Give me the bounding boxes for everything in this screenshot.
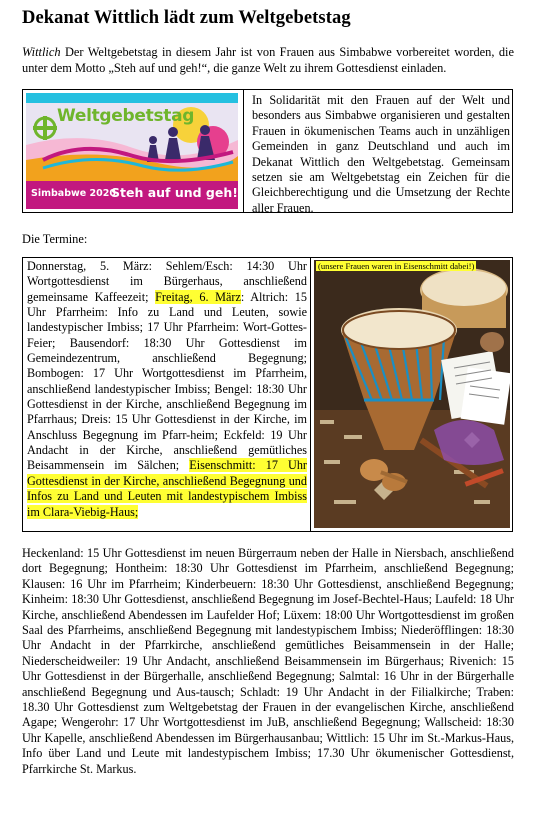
termine-heading: Die Termine: bbox=[22, 232, 88, 246]
column-divider bbox=[310, 258, 311, 531]
schedule-part-1: Donnerstag, 5. März: Sehlem/Esch: 14:30 Uhr Wortgottesdienst im Bürgerhaus, anschließend gemeinsame Kaffeezeit; bbox=[27, 259, 307, 304]
logo-title: Weltgebetstag bbox=[57, 106, 195, 126]
schedule-box bbox=[22, 257, 513, 532]
photo-caption: (unsere Frauen waren in Eisenschmitt dabei!) bbox=[318, 261, 475, 271]
logo-subtitle-right: Steh auf und geh! bbox=[111, 185, 238, 200]
intro-text: Der Weltgebetstag in diesem Jahr ist von Frauen aus Simbabwe vorbereitet worden, die unter dem Motto „Steh auf und geh!“, die ganze Welt zu ihrem Gottesdienst einladen. bbox=[22, 45, 514, 75]
logo-subtitle-left: Simbabwe 2020 bbox=[31, 188, 116, 199]
schedule-text bbox=[27, 259, 307, 520]
weltgebetstag-logo bbox=[23, 90, 244, 212]
event-photo bbox=[314, 260, 510, 528]
drums-photo bbox=[314, 260, 510, 528]
page-title: Dekanat Wittlich lädt zum Weltgebetstag bbox=[22, 8, 351, 28]
schedule-part-2: : Altrich: 15 Uhr Pfarrheim: Info zu Land und Leuten, sowie landestypischer Imbiss; 17 Uhr Pfarrheim: Wort-Gottes-Feier; Bausendorf: 18:30 Uhr Gottesdienst im Gemeindezentrum, anschließend Begegnung; Bombogen: 17 Uhr Wortgottesdienst im Pfarrheim, anschließend landestypischer Imbiss; Bengel: 18:30 Uhr Gottesdienst in der Kirche, anschließend Begegnung im Pfarrhaus; Dreis: 15 Uhr Gottesdienst in der Kirche, im Anschluss Begegnung im Pfarr-heim; Eckfeld: 19 Uhr Andacht in der Kirche, anschließend gemütliches Beisammensein im Sälchen; bbox=[27, 289, 307, 473]
schedule-highlight-eisenschmitt: Eisenschmitt: 17 Uhr Gottesdienst in der Kirche, anschließend Begegnung und Infos zu Land und Leuten mit landestypischem Imbiss im Clara-Viebig-Haus; bbox=[27, 458, 307, 519]
intro-paragraph bbox=[22, 44, 514, 76]
info-box bbox=[22, 89, 513, 213]
schedule-continued: Heckenland: 15 Uhr Gottesdienst im neuen Bürgerraum neben der Halle in Niersbach, anschließend dort Begegnung; Hontheim: 18:30 Uhr Gottesdienst im Pfarrheim, anschließend Begegnung; Klausen: 16 Uhr im Pfarrheim; Kinderbeuern: 18:30 Uhr Gottesdienst, anschließend Begegnung; Kinheim: 18:30 Uhr Gottesdienst, anschließend Begegnung im Josef-Bechtel-Haus; Laufeld: 18 Uhr Kirche, anschließend Abendessen im Laufelder Hof; Lüxem: 18:00 Uhr Wortgottesdienst im großen Saal des Pfarrheims, anschließend Begegnung mit landestypischem Imbiss; Niederöfflingen: 18:30 Uhr Andacht in der Pfarrkirche, anschließend gemütliches Beisammensein in der Halle; Niederscheidweiler: 19 Uhr Andacht, anschließend Beisammensein im Bürgerhaus; Rivenich: 15 Uhr Gottesdienst in der Bürgerhalle, anschließend Begegnung; Salmtal: 16 Uhr in der Bürgerhalle anschließend Begegnung und Aus-tausch; Schladt: 19 Uhr Andacht in der Filialkirche; Traben: 18.30 Uhr Gottesdienst zum Weltgebetstag der Frauen in der evangelischen Kirche, anschließend Agape; Wengerohr: 17 Uhr Wortgottesdienst im JuB, anschließend Begegnung; Wallscheid: 18:30 Uhr Kapelle, anschließend Abendessen im Bürgerhausanbau; Wittlich: 15 Uhr im St.-Markus-Haus, Info über Land und Leute mit landestypischem Imbiss; 17.30 Uhr ökumenischer Gottesdienst, Pfarrkirche St. Markus. bbox=[22, 546, 514, 776]
intro-location: Wittlich bbox=[22, 45, 61, 59]
schedule-highlight-date: Freitag, 6. März bbox=[155, 289, 241, 304]
info-box-text: In Solidarität mit den Frauen auf der Welt und besonders aus Simbabwe organisieren und gestalten Frauen in ökumenischen Teams auch in unzähligen Gemeinden in ganz Deutschland und auch im Dekanat Wittlich den Weltgebetstag. Gemeinsam setzen sie am Weltgebetstag ein Zeichen für die Gleichberechtigung und die Umsetzung der Rechte aller Frauen. bbox=[252, 93, 510, 215]
